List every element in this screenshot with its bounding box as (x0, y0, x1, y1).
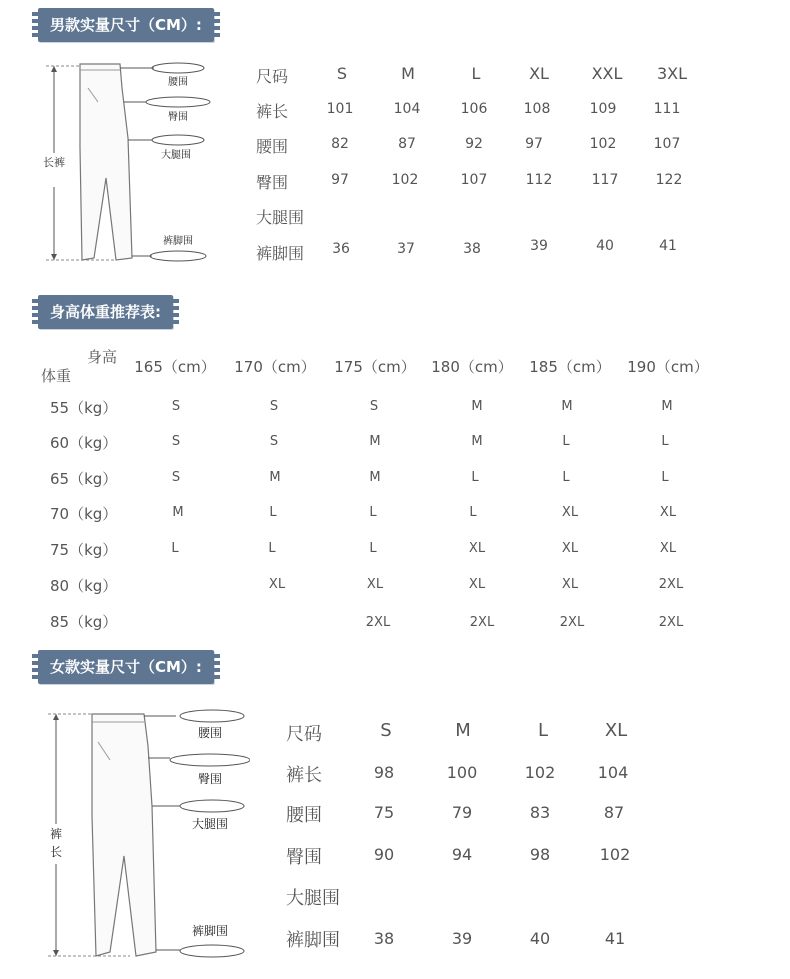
size-cell: XL (561, 577, 579, 592)
women-cell: 79 (451, 803, 473, 822)
men-cell: 39 (530, 238, 548, 254)
women-cell: 39 (451, 929, 473, 948)
height-header: 190（cm） (627, 358, 709, 376)
men-cell: 38 (463, 241, 481, 257)
men-header-size: S (336, 64, 348, 83)
men-cell: 40 (596, 238, 614, 254)
size-cell: L (661, 434, 669, 449)
men-cell: 97 (331, 172, 349, 188)
men-cell: 108 (523, 101, 551, 117)
women-header-label: 尺码 (286, 724, 322, 745)
men-cell: 107 (653, 136, 681, 152)
size-cell: M (369, 434, 381, 449)
men-cell: 106 (460, 101, 488, 117)
women-cell: 87 (603, 803, 625, 822)
size-cell: XL (659, 505, 677, 520)
men-header-size: 3XL (656, 64, 688, 83)
men-cell: 97 (525, 136, 543, 152)
size-cell: XL (268, 577, 286, 592)
svg-text:长: 长 (49, 845, 63, 859)
size-cell: 2XL (658, 577, 684, 592)
men-cell: 101 (326, 101, 354, 117)
women-cell: 100 (446, 763, 478, 782)
women-header-size: XL (604, 720, 628, 741)
size-cell: L (269, 505, 277, 520)
men-header-label: 尺码 (256, 67, 289, 86)
women-cell: 38 (373, 929, 395, 948)
women-cell: 98 (373, 763, 395, 782)
height-header: 165（cm） (134, 358, 216, 376)
svg-text:腰围: 腰围 (197, 726, 223, 740)
size-cell: L (562, 434, 570, 449)
size-cell: S (269, 434, 279, 449)
size-cell: M (269, 470, 281, 485)
men-header-size: L (471, 64, 481, 83)
svg-text:大腿围: 大腿围 (191, 817, 229, 831)
weight-label: 85（kg） (50, 613, 118, 631)
men-cell: 41 (659, 238, 677, 254)
women-cell: 83 (529, 803, 551, 822)
size-cell: L (562, 470, 570, 485)
size-cell: S (171, 470, 181, 485)
height-header: 170（cm） (234, 358, 316, 376)
svg-text:腰围: 腰围 (168, 77, 188, 88)
size-cell: L (369, 505, 377, 520)
svg-text:大腿围: 大腿围 (161, 150, 191, 161)
women-row-label: 裤脚围 (286, 930, 340, 951)
women-header-size: M (455, 720, 471, 741)
height-header: 175（cm） (334, 358, 416, 376)
size-cell: 2XL (559, 615, 585, 630)
size-cell: S (171, 399, 181, 414)
women-row-label: 腰围 (286, 805, 322, 826)
size-cell: XL (659, 541, 677, 556)
size-cell: M (471, 434, 483, 449)
men-row-label: 腰围 (256, 137, 289, 156)
women-section-title: 女款实量尺寸（CM）: (38, 650, 214, 684)
women-row-label: 大腿围 (286, 888, 340, 909)
size-cell: M (661, 399, 673, 414)
size-cell: XL (468, 541, 486, 556)
men-cell: 87 (398, 136, 416, 152)
svg-text:裤脚围: 裤脚围 (191, 924, 229, 938)
men-cell: 102 (391, 172, 419, 188)
size-cell: L (171, 541, 179, 556)
height-header: 180（cm） (431, 358, 513, 376)
weight-label: 75（kg） (50, 541, 118, 559)
men-row-label: 臀围 (256, 173, 289, 192)
recommend-section-title: 身高体重推荐表: (38, 295, 173, 329)
men-header-size: M (401, 64, 415, 83)
women-cell: 102 (599, 845, 631, 864)
size-cell: L (369, 541, 377, 556)
men-cell: 104 (393, 101, 421, 117)
size-cell: S (269, 399, 279, 414)
size-cell: S (369, 399, 379, 414)
svg-text:裤脚围: 裤脚围 (163, 236, 193, 247)
men-cell: 36 (332, 241, 350, 257)
svg-text:裤: 裤 (49, 827, 63, 841)
size-cell: L (268, 541, 276, 556)
men-cell: 111 (653, 101, 681, 117)
men-row-label: 裤脚围 (256, 244, 305, 263)
svg-text:臀围: 臀围 (168, 112, 188, 123)
size-cell: 2XL (365, 615, 391, 630)
women-row-label: 裤长 (286, 765, 322, 786)
size-cell: L (471, 470, 479, 485)
men-cell: 82 (331, 136, 349, 152)
weight-label: 60（kg） (50, 434, 118, 452)
women-cell: 98 (529, 845, 551, 864)
weight-label: 80（kg） (50, 577, 118, 595)
men-cell: 109 (589, 101, 617, 117)
men-section-title: 男款实量尺寸（CM）: (38, 8, 214, 42)
men-cell: 112 (525, 172, 553, 188)
women-row-label: 臀围 (286, 847, 322, 868)
women-cell: 102 (524, 763, 556, 782)
men-cell: 117 (591, 172, 619, 188)
size-cell: XL (561, 541, 579, 556)
size-cell: L (469, 505, 477, 520)
men-row-label: 裤长 (256, 102, 289, 121)
size-cell: XL (366, 577, 384, 592)
size-cell: L (661, 470, 669, 485)
size-cell: M (471, 399, 483, 414)
women-cell: 41 (604, 929, 626, 948)
men-cell: 37 (397, 241, 415, 257)
men-row-label: 大腿围 (256, 208, 305, 227)
size-cell: S (171, 434, 181, 449)
women-pants-diagram (40, 706, 250, 962)
men-length-label-top: 长裤 (43, 156, 65, 169)
svg-text:臀围: 臀围 (197, 772, 223, 786)
size-cell: 2XL (658, 615, 684, 630)
men-header-size: XXL (591, 64, 623, 83)
size-cell: XL (561, 505, 579, 520)
size-cell: M (369, 470, 381, 485)
women-header-size: L (537, 720, 549, 741)
women-cell: 94 (451, 845, 473, 864)
weight-label: 65（kg） (50, 470, 118, 488)
women-cell: 90 (373, 845, 395, 864)
size-cell: M (172, 505, 184, 520)
men-cell: 107 (460, 172, 488, 188)
men-cell: 122 (655, 172, 683, 188)
corner-weight-label: 体重 (41, 367, 72, 385)
men-cell: 102 (589, 136, 617, 152)
men-header-size: XL (529, 64, 549, 83)
height-header: 185（cm） (529, 358, 611, 376)
men-pants-diagram (36, 58, 216, 268)
women-cell: 104 (597, 763, 629, 782)
women-cell: 75 (373, 803, 395, 822)
women-cell: 40 (529, 929, 551, 948)
corner-height-label: 身高 (87, 348, 118, 366)
weight-label: 55（kg） (50, 399, 118, 417)
weight-label: 70（kg） (50, 505, 118, 523)
size-cell: 2XL (469, 615, 495, 630)
size-cell: XL (468, 577, 486, 592)
size-cell: M (561, 399, 573, 414)
men-cell: 92 (465, 136, 483, 152)
women-header-size: S (380, 720, 392, 741)
